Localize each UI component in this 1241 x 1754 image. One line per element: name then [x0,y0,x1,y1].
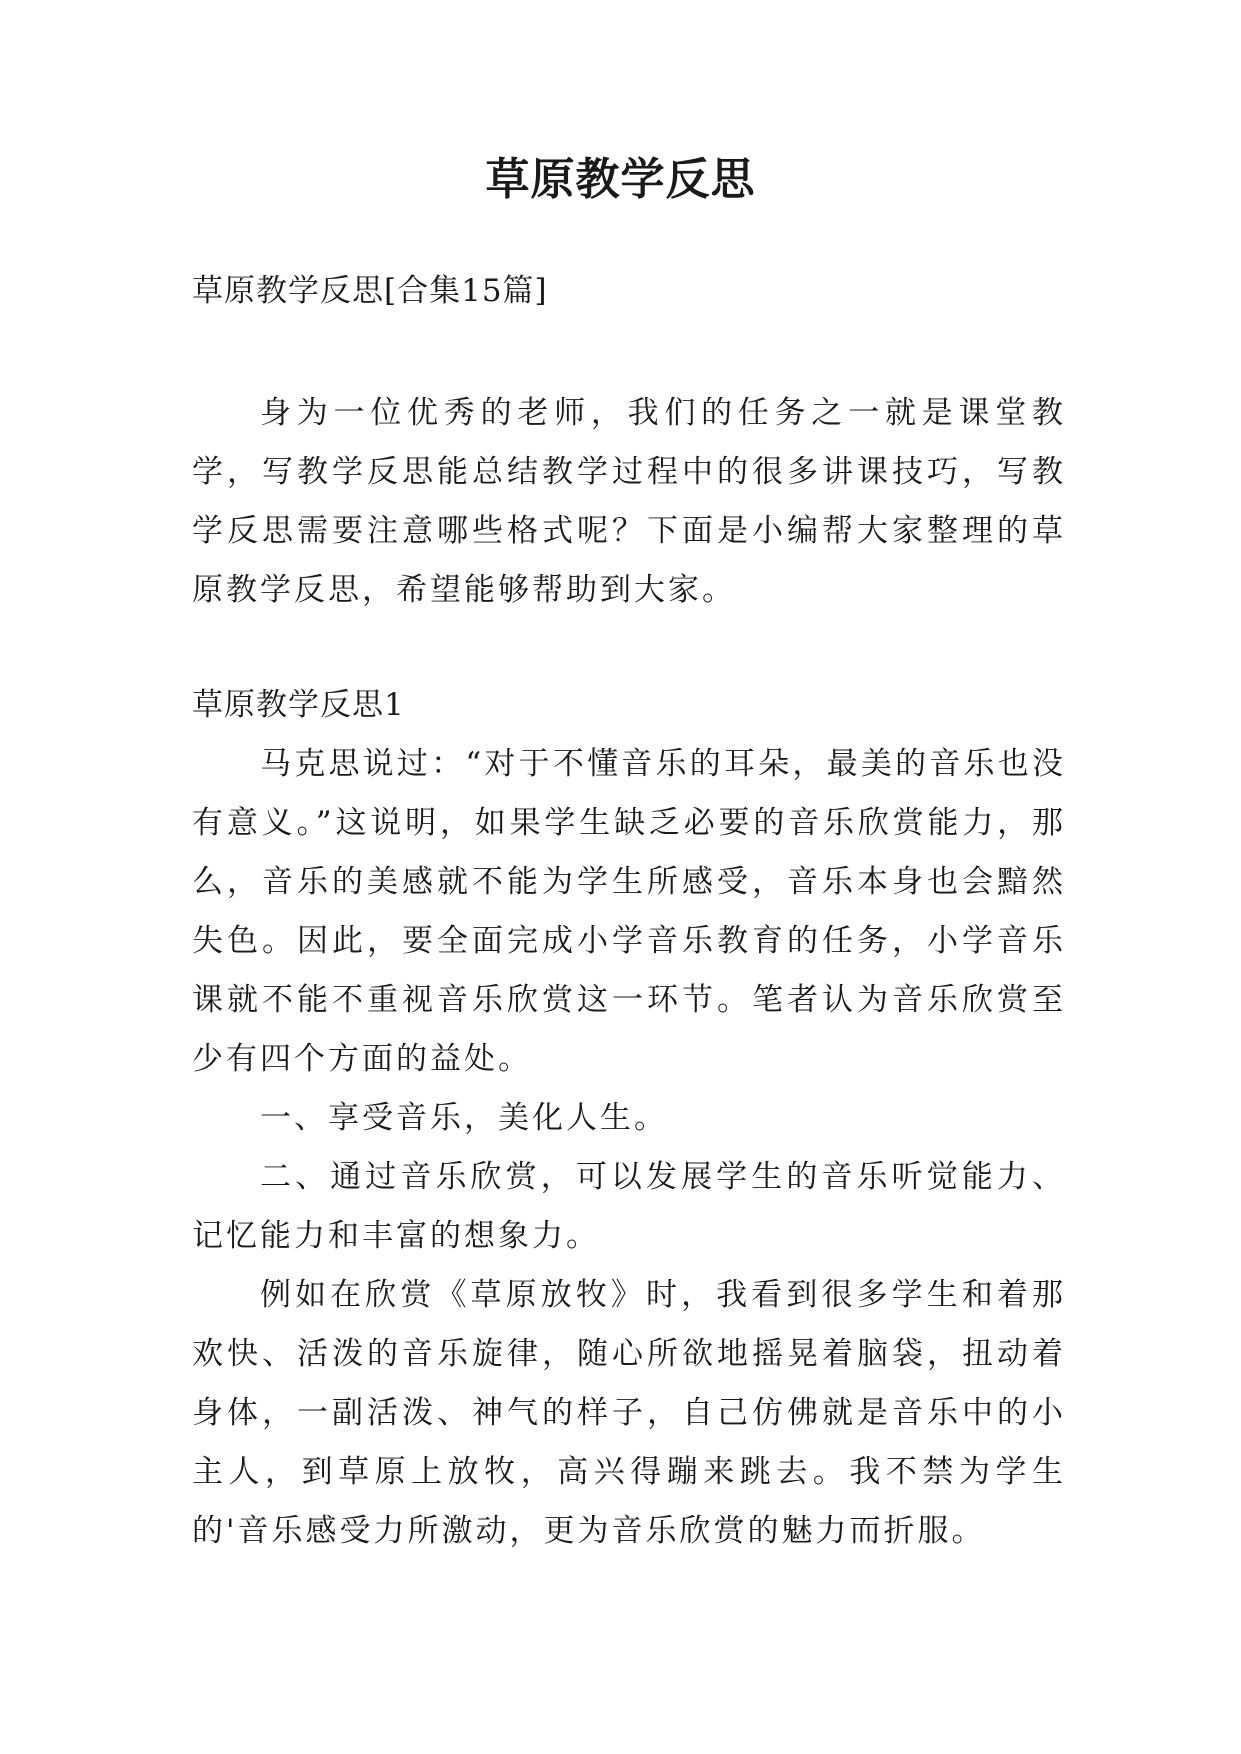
intro-paragraph: 身为一位优秀的老师，我们的任务之一就是课堂教学，写教学反思能总结教学过程中的很多讲课技巧，写教学反思需要注意哪些格式呢？下面是小编帮大家整理的草原教学反思，希望能够帮助到大家。 [192,395,1066,608]
document-title: 草原教学反思 [485,154,756,205]
document-body [192,262,1066,1561]
body-paragraph: 一、享受音乐，美化人生。 [260,1100,668,1136]
section-heading: 草原教学反思1 [192,687,405,723]
body-paragraph: 马克思说过：“对于不懂音乐的耳朵，最美的音乐也没有意义。”这说明，如果学生缺乏必要的音乐欣赏能力，那么，音乐的美感就不能为学生所感受，音乐本身也会黯然失色。因此，要全面完成小学音乐教育的任务，小学音乐课就不能不重视音乐欣赏这一环节。笔者认为音乐欣赏至少有四个方面的益处。 [192,746,1066,1077]
body-paragraph: 二、通过音乐欣赏，可以发展学生的音乐听觉能力、记忆能力和丰富的想象力。 [192,1159,1066,1254]
document-subtitle: 草原教学反思[合集15篇] [192,273,548,309]
body-paragraph: 例如在欣赏《草原放牧》时，我看到很多学生和着那欢快、活泼的音乐旋律，随心所欲地摇晃着脑袋，扭动着身体，一副活泼、神气的样子，自己仿佛就是音乐中的小主人，到草原上放牧，高兴得蹦来跳去。我不禁为学生的'音乐感受力所激动，更为音乐欣赏的魅力而折服。 [192,1277,1066,1549]
spacer [192,620,1066,676]
spacer [192,321,1066,384]
